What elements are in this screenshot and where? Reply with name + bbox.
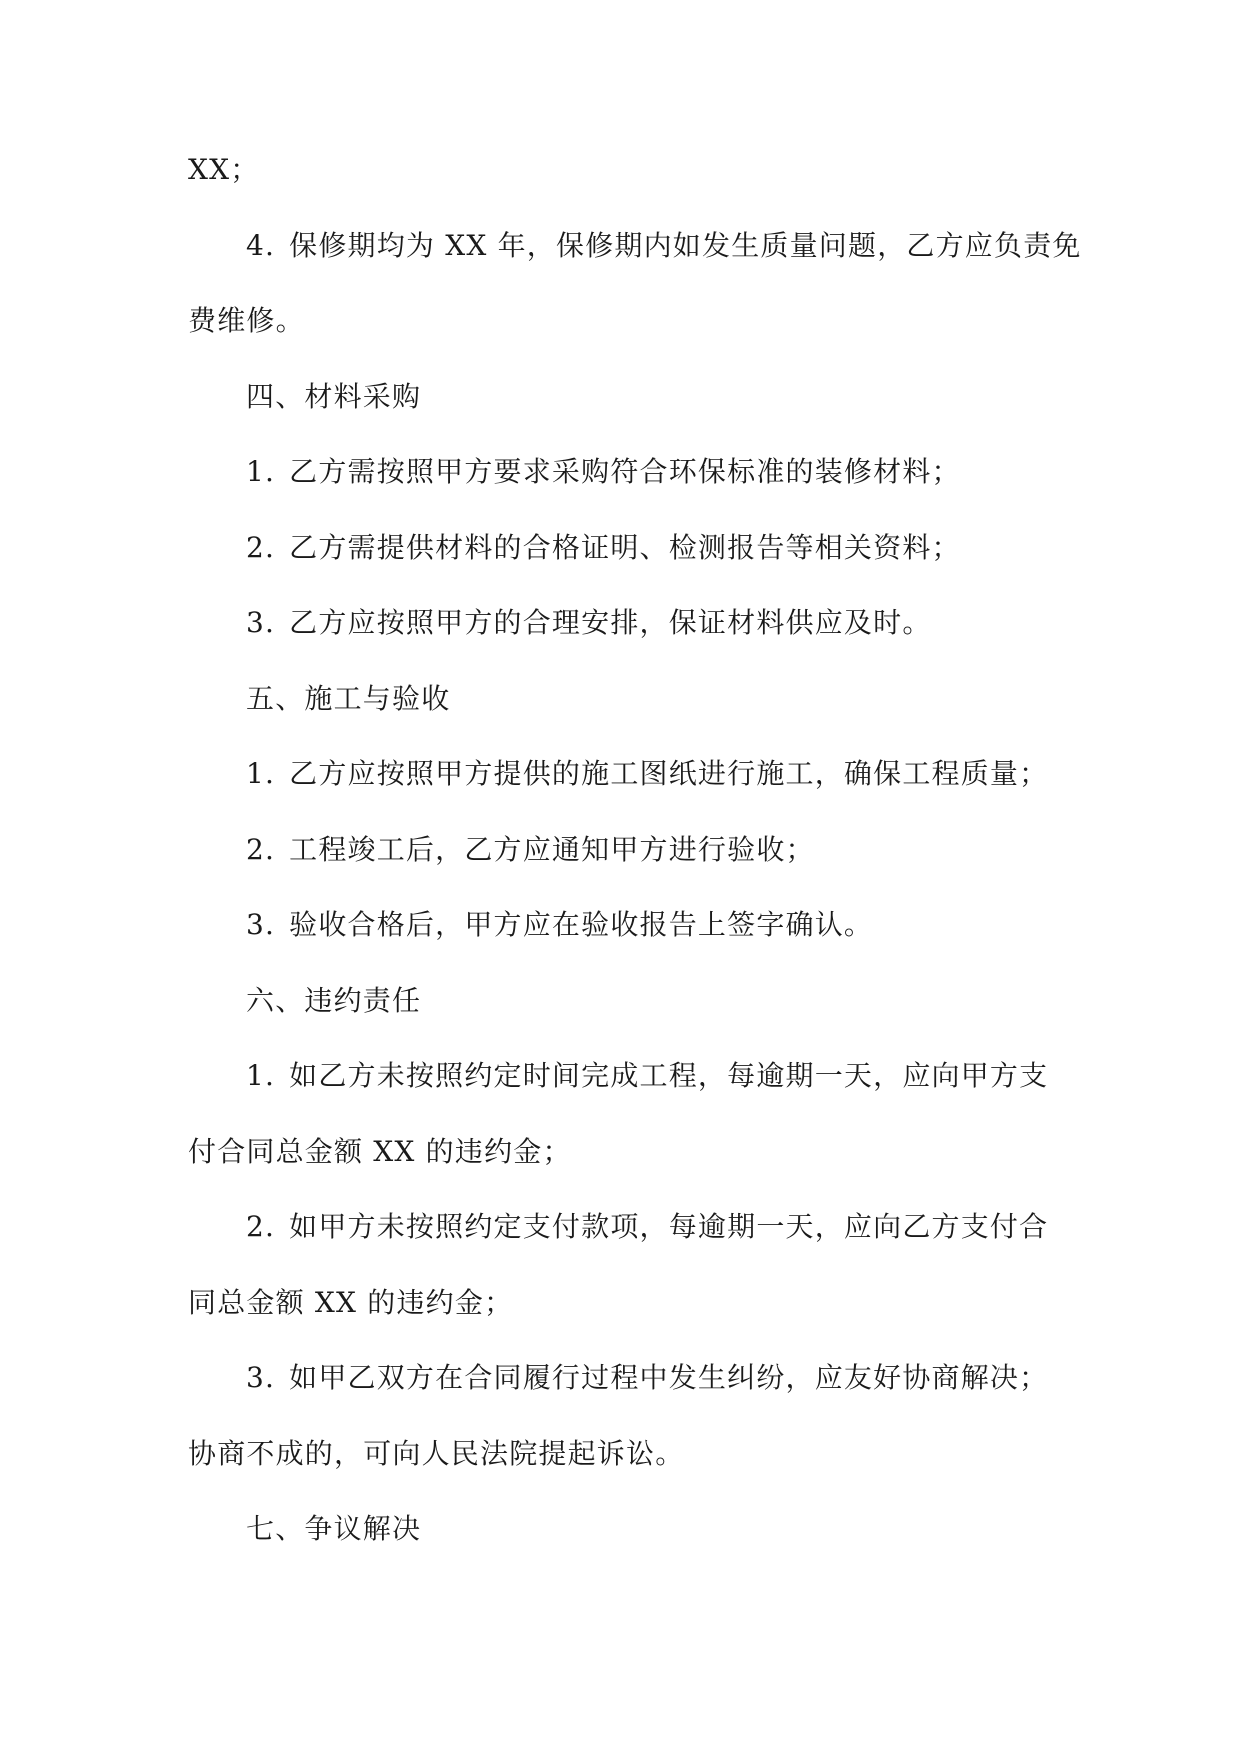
list-item xyxy=(188,752,1058,828)
line-text: 验收合格后，甲方应在验收报告上签字确认。 xyxy=(289,908,874,941)
item-number: 3. xyxy=(246,908,276,941)
list-item xyxy=(188,1205,1058,1281)
list-item xyxy=(188,903,1058,979)
continuation-line xyxy=(188,1281,1058,1357)
item-number: 1. xyxy=(246,1059,276,1092)
continuation-line xyxy=(188,299,1058,375)
item-number: 2. xyxy=(246,530,276,564)
line-text: 乙方需按照甲方要求采购符合环保标准的装修材料； xyxy=(289,455,961,488)
line-text: 工程竣工后，乙方应通知甲方进行验收； xyxy=(289,832,815,866)
item-number: 1. xyxy=(246,455,276,488)
section-heading xyxy=(188,677,1058,753)
line-text: 保修期均为 XX 年，保修期内如发生质量问题，乙方应负责免 xyxy=(289,228,1082,262)
line-text: 同总金额 XX 的违约金； xyxy=(188,1285,514,1319)
list-item xyxy=(188,224,1082,300)
line-text: XX； xyxy=(188,153,260,186)
line-text: 如甲乙双方在合同履行过程中发生纠纷，应友好协商解决； xyxy=(289,1361,1049,1394)
list-item xyxy=(188,601,1058,677)
line-text: 如甲方未按照约定支付款项，每逾期一天，应向乙方支付合 xyxy=(289,1210,1049,1243)
list-item xyxy=(188,1356,1058,1432)
line-text: 如乙方未按照约定时间完成工程，每逾期一天，应向甲方支 xyxy=(289,1059,1049,1092)
item-number: 1. xyxy=(246,757,276,790)
heading-text: 五、施工与验收 xyxy=(246,681,451,715)
section-heading xyxy=(188,979,1058,1055)
continuation-line xyxy=(188,148,1058,224)
list-item xyxy=(188,450,1058,526)
item-number: 2. xyxy=(246,1210,276,1243)
list-item xyxy=(188,828,1058,904)
continuation-line xyxy=(188,1130,1058,1206)
item-number: 4. xyxy=(246,228,276,262)
line-text: 乙方需提供材料的合格证明、检测报告等相关资料； xyxy=(289,530,961,564)
item-number: 2. xyxy=(246,832,276,866)
line-text: 协商不成的，可向人民法院提起诉讼。 xyxy=(188,1436,685,1470)
item-number: 3. xyxy=(246,606,276,639)
line-text: 费维修。 xyxy=(188,304,305,337)
line-text: 付合同总金额 XX 的违约金； xyxy=(188,1134,572,1168)
heading-text: 六、违约责任 xyxy=(246,983,422,1017)
line-text: 乙方应按照甲方提供的施工图纸进行施工，确保工程质量； xyxy=(289,757,1049,790)
document-body xyxy=(188,148,1082,1583)
list-item xyxy=(188,526,1058,602)
line-text: 乙方应按照甲方的合理安排，保证材料供应及时。 xyxy=(289,606,932,639)
section-heading xyxy=(188,1507,1058,1583)
item-number: 3. xyxy=(246,1361,276,1394)
heading-text: 七、争议解决 xyxy=(246,1512,422,1545)
list-item xyxy=(188,1054,1058,1130)
continuation-line xyxy=(188,1432,1058,1508)
heading-text: 四、材料采购 xyxy=(246,379,422,413)
section-heading xyxy=(188,375,1058,451)
